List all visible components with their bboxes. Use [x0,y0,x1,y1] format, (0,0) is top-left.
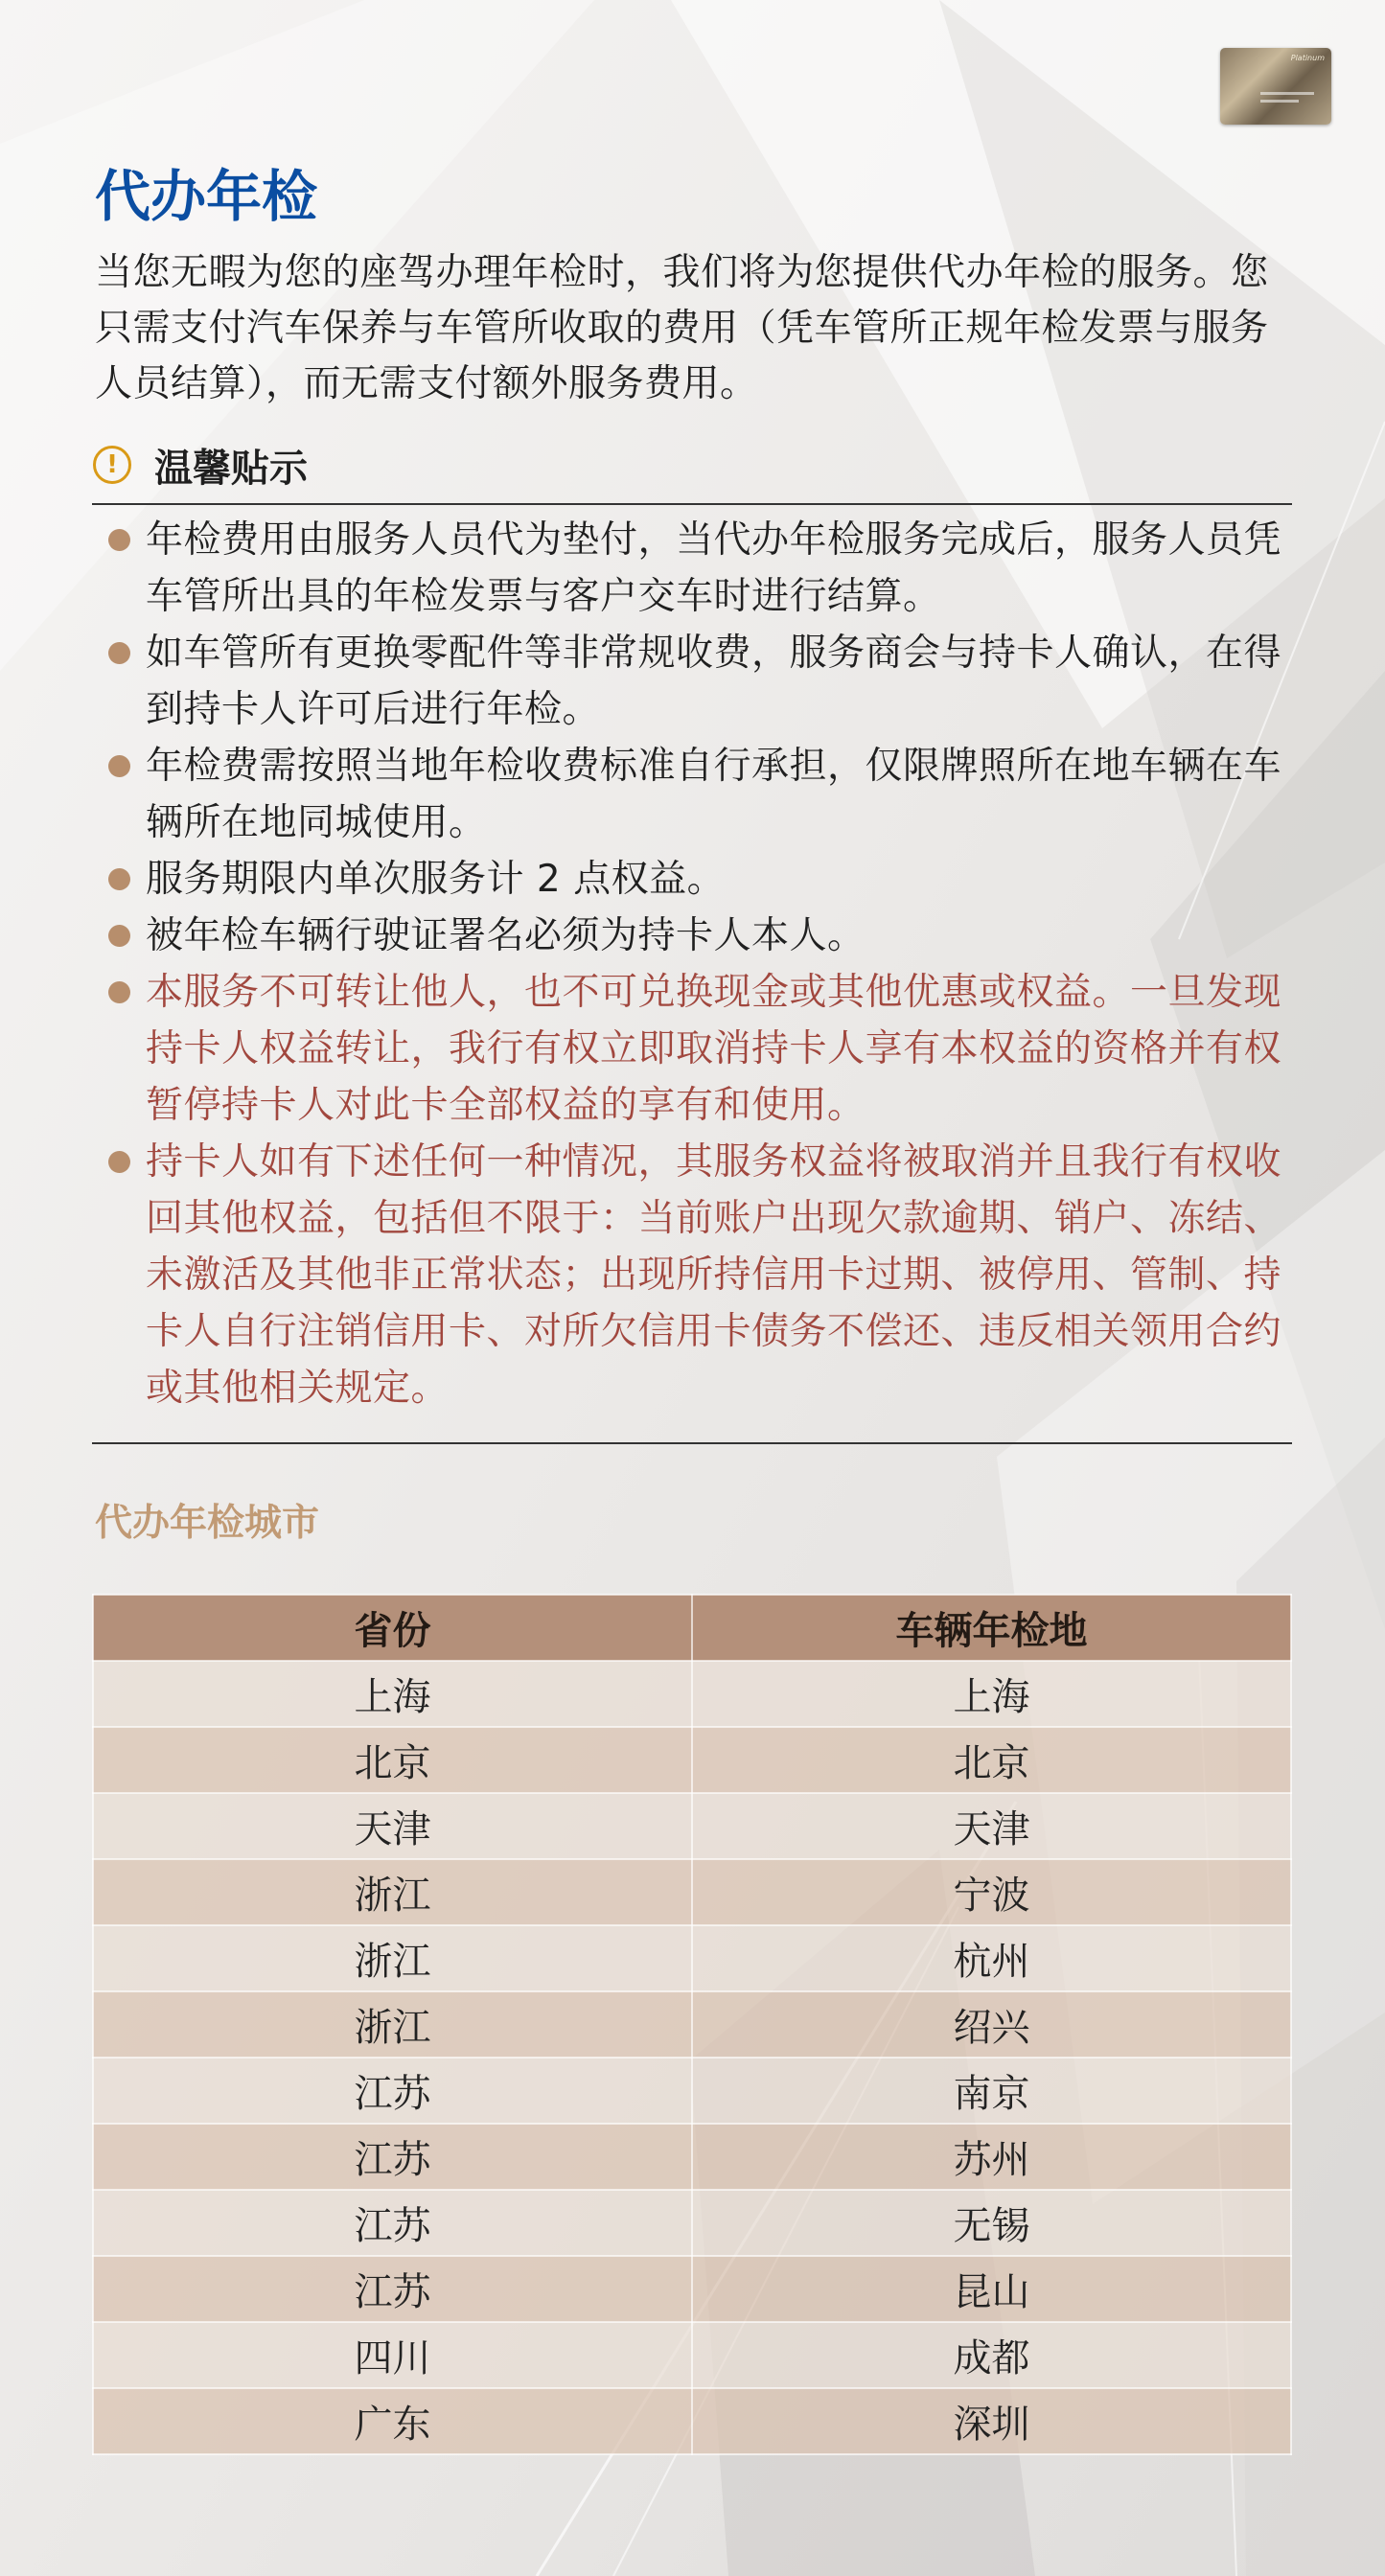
city-cell: 天津 [692,1793,1291,1859]
tip-item-highlight [92,964,1302,1134]
table-row [93,1859,1291,1925]
cities-table [92,1594,1292,2455]
city-cell: 杭州 [692,1925,1291,1991]
city-cell: 南京 [692,2058,1291,2124]
table-row [93,2190,1291,2256]
tips-heading [91,436,308,494]
table-row [93,1661,1291,1727]
city-cell: 苏州 [692,2124,1291,2190]
tip-item [92,512,1302,625]
table-row [93,1925,1291,1991]
card-thumbnail [1220,48,1331,125]
table-row [93,2322,1291,2388]
province-cell: 浙江 [93,1859,692,1925]
tip-item [92,738,1302,851]
table-row [93,1991,1291,2058]
bullet-icon [108,1151,130,1173]
bullet-icon [108,981,130,1003]
city-cell: 上海 [692,1661,1291,1727]
city-cell: 无锡 [692,2190,1291,2256]
tip-text: 服务期限内单次服务计 2 点权益。 [146,858,726,901]
tip-item [92,625,1302,738]
bullet-icon [108,642,130,664]
province-cell: 北京 [93,1727,692,1793]
city-cell: 宁波 [692,1859,1291,1925]
card-stripe [1260,92,1314,95]
tip-text: 年检费需按照当地年检收费标准自行承担，仅限牌照所在地车辆在车辆所在地同城使用。 [146,745,1282,844]
table-row [93,2256,1291,2322]
tip-text: 持卡人如有下述任何一种情况，其服务权益将被取消并且我行有权收回其他权益，包括但不限于：当前账户出现欠款逾期、销户、冻结、未激活及其他非正常状态；出现所持信用卡过期、被停用、管制、持卡人自行注销信用卡、对所欠信用卡债务不偿还、违反相关领用合约或其他相关规定。 [146,1140,1282,1410]
city-cell: 深圳 [692,2388,1291,2454]
table-row [93,1793,1291,1859]
bullet-icon [108,529,130,551]
city-cell: 北京 [692,1727,1291,1793]
bullet-icon [108,868,130,890]
table-row [93,2124,1291,2190]
bullet-icon [108,755,130,777]
city-cell: 绍兴 [692,1991,1291,2058]
table-row [93,2058,1291,2124]
province-cell: 四川 [93,2322,692,2388]
province-cell: 江苏 [93,2058,692,2124]
tip-item [92,908,1302,964]
bullet-icon [108,925,130,947]
province-cell: 浙江 [93,1991,692,2058]
tip-text: 本服务不可转让他人，也不可兑换现金或其他优惠或权益。一旦发现持卡人权益转让，我行有权立即取消持卡人享有本权益的资格并有权暂停持卡人对此卡全部权益的享有和使用。 [146,971,1282,1127]
province-cell: 天津 [93,1793,692,1859]
card-stripe [1260,100,1299,103]
tips-heading-label: 温馨贴示 [154,446,308,491]
tips-list [92,512,1302,1416]
card-label: Platinum [1290,54,1325,62]
province-cell: 江苏 [93,2256,692,2322]
divider [92,1442,1292,1444]
province-cell: 江苏 [93,2124,692,2190]
city-cell: 成都 [692,2322,1291,2388]
city-cell: 昆山 [692,2256,1291,2322]
tip-item [92,851,1302,908]
province-cell: 广东 [93,2388,692,2454]
exclamation-circle-icon: ! [93,446,131,484]
tip-item-highlight [92,1134,1302,1416]
column-header-province: 省份 [93,1595,692,1661]
divider [92,503,1292,505]
table-row [93,1727,1291,1793]
page-title: 代办年检 [95,164,318,229]
province-cell: 浙江 [93,1925,692,1991]
tip-text: 如车管所有更换零配件等非常规收费，服务商会与持卡人确认，在得到持卡人许可后进行年检。 [146,632,1282,731]
tip-text: 年检费用由服务人员代为垫付，当代办年检服务完成后，服务人员凭车管所出具的年检发票与客户交车时进行结算。 [146,518,1282,618]
province-cell: 上海 [93,1661,692,1727]
province-cell: 江苏 [93,2190,692,2256]
table-header-row [93,1595,1291,1661]
cities-heading: 代办年检城市 [95,1502,320,1545]
intro-paragraph: 当您无暇为您的座驾办理年检时，我们将为您提供代办年检的服务。您只需支付汽车保养与车管所收取的费用（凭车管所正规年检发票与服务人员结算），而无需支付额外服务费用。 [95,251,1269,405]
column-header-city: 车辆年检地 [692,1595,1291,1661]
table-row [93,2388,1291,2454]
tip-text: 被年检车辆行驶证署名必须为持卡人本人。 [146,914,866,957]
